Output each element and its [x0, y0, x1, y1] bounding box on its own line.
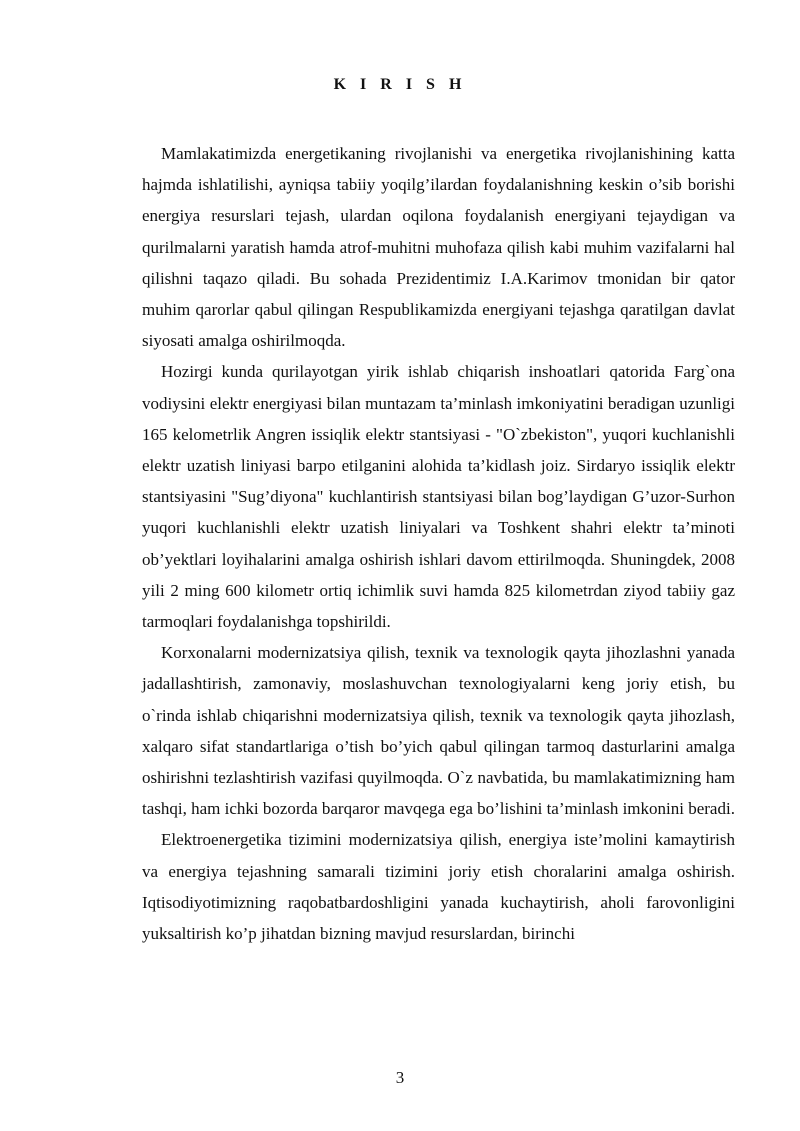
paragraph-4: Elektroenergetika tizimini modernizatsiya qilish, energiya iste’molini kamaytirish va energiya tejashning samarali tizimini joriy etish choralarini amalga oshirish. Iqtisodiyotimizning raqobatbardoshligini yanada kuchaytirish, aholi farovonligini yuksaltirish ko’p jihatdan bizning mavjud resurslardan, birinchi	[142, 830, 735, 944]
paragraph-1: Mamlakatimizda energetikaning rivojlanishi va energetika rivojlanishining katta hajmda ishlatilishi, ayniqsa tabiiy yoqilg’ilardan foydalanishning keskin o’sib borishi energiya resurslari tejash, ulardan oqilona foydalanish energiyani tejaydigan va qurilmalarni yaratish hamda atrof-muhitni muhofaza qilish kabi muhim vazifalarni hal qilishni taqazo qiladi. Bu sohada Prezidentimiz I.A.Karimov tmonidan bir qator muhim qarorlar qabul qilingan Respublikamizda energiyani tejashga qaratilgan davlat siyosati amalga oshirilmoqda.	[142, 144, 735, 351]
paragraph-3: Korxonalarni modernizatsiya qilish, texnik va texnologik qayta jihozlashni yanada jadallashtirish, zamonaviy, moslashuvchan texnologiyalarni keng joriy etish, bu o`rinda ishlab chiqarishni modernizatsiya qilish, texnik va texnologik qayta jihozlash, xalqaro sifat standartlariga o’tish bo’yich qabul qilingan tarmoq dasturlarini amalga oshirishni tezlashtirish vazifasi quyilmoqda. O`z navbatida, bu mamlakatimizning ham tashqi, ham ichki bozorda barqaror mavqega ega bo’lishini ta’minlash imkonini beradi.	[142, 643, 735, 819]
page-title: K I R I S H	[333, 76, 467, 93]
body-text	[142, 138, 735, 949]
paragraph-2: Hozirgi kunda qurilayotgan yirik ishlab chiqarish inshoatlari qatorida Farg`ona vodiysini elektr energiyasi bilan muntazam ta’minlash imkoniyatini beradigan uzunligi 165 kelometrlik Angren issiqlik elektr stantsiyasi - "O`zbekiston", yuqori kuchlanishli elektr uzatish liniyasi barpo etilganini alohida ta’kidlash joiz. Sirdaryo issiqlik elektr stantsiyasini "Sug’diyona" kuchlantirish stantsiyasi bilan bog’laydigan G’uzor-Surhon yuqori kuchlanishli elektr uzatish liniyalari va Toshkent shahri elektr ta’minoti ob’yektlari loyihalarini amalga oshirish ishlari davom ettirilmoqda. Shuningdek, 2008 yili 2 ming 600 kilometr ortiq ichimlik suvi hamda 825 kilometrdan ziyod tabiiy gaz tarmoqlari foydalanishga topshirildi.	[142, 362, 735, 632]
page-number: 3	[395, 1068, 405, 1087]
